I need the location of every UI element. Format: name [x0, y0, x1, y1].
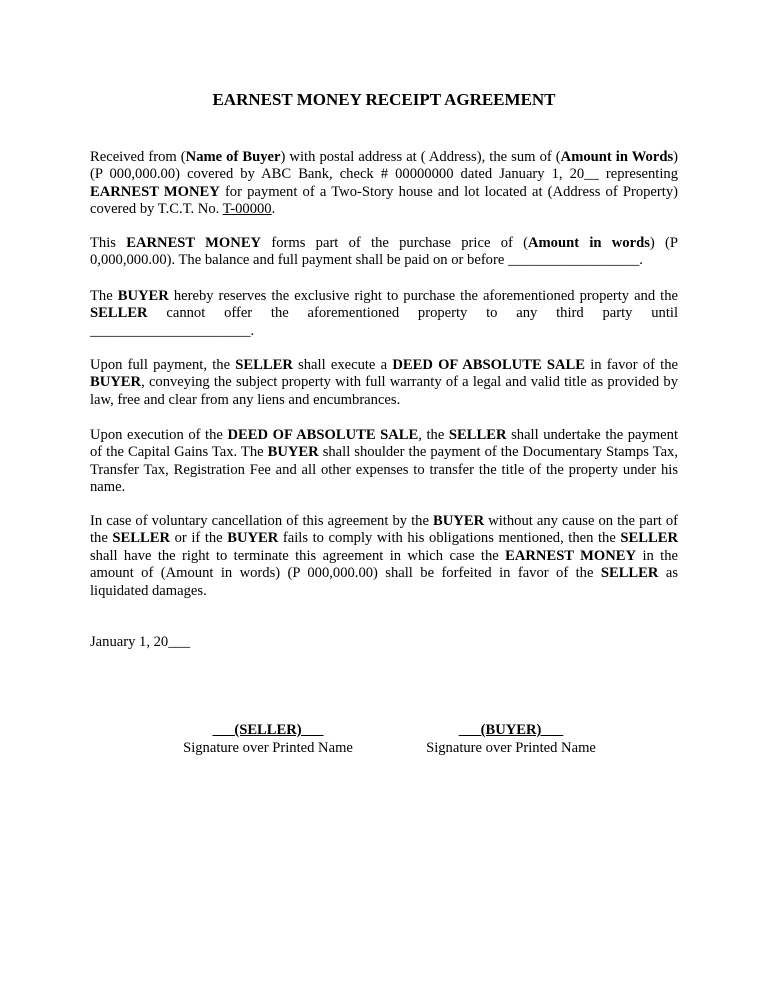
text: or if the: [170, 530, 228, 547]
bold-text: SELLER: [90, 305, 148, 322]
text: .: [271, 201, 276, 218]
text: cannot offer the aforementioned property to any third party until ______________________.: [90, 305, 678, 339]
bold-text: SELLER: [112, 530, 171, 547]
paragraph-cancellation: [90, 513, 678, 600]
text: in favor of the: [585, 357, 678, 373]
text: ) (P 000,000.00) covered by ABC Bank, check # 00000000 dated January 1, 20__ representing: [90, 149, 679, 183]
paragraph-purchase-price: [90, 235, 678, 270]
paragraph-full-payment: [90, 357, 678, 409]
text: , conveying the subject property with full warranty of a legal and valid title as provided by law, free and clear from any liens and encumbrances.: [90, 374, 678, 408]
text: ) (P 0,000,000.00). The balance and full payment shall be paid on or before __________________.: [90, 235, 678, 269]
text: The: [90, 288, 118, 304]
bold-text: BUYER: [90, 374, 142, 391]
text: for payment of a Two-Story house and lot located at (Address of Property) covered by T.C.T. No.: [90, 183, 678, 218]
text: shall execute a: [292, 357, 393, 373]
text: shall have the right to terminate this agreement in which case the: [90, 547, 506, 564]
paragraph-receipt: [90, 149, 678, 219]
agreement-date: January 1, 20___: [90, 634, 191, 650]
paragraph-exclusive-right: [90, 288, 678, 340]
text: in the amount of (Amount in words) (P 000,000.00) shall be forfeited in favor of the: [90, 547, 678, 582]
text: fails to comply with his obligations mentioned, then the: [278, 530, 621, 547]
bold-text: DEED OF ABSOLUTE SALE: [227, 427, 419, 443]
text: , the: [418, 427, 449, 443]
text: ) with postal address at ( Address), the sum of (: [280, 149, 561, 165]
bold-text: BUYER: [227, 530, 279, 547]
bold-text: EARNEST MONEY: [90, 183, 220, 200]
text: Received from (: [90, 149, 186, 165]
text: as liquidated damages.: [90, 565, 678, 599]
tct-number: T-00000: [222, 201, 272, 218]
bold-text: EARNEST MONEY: [505, 547, 637, 564]
bold-text: DEED OF ABSOLUTE SALE: [392, 357, 586, 373]
bold-text: BUYER: [433, 513, 485, 529]
text: without any cause on the part of the: [90, 513, 678, 547]
text: In case of voluntary cancellation of this agreement by the: [90, 513, 434, 529]
bold-text: SELLER: [448, 427, 507, 443]
bold-text: Amount in Words: [560, 149, 674, 165]
buyer-signature-caption: Signature over Printed Name: [426, 740, 596, 756]
buyer-signature-line: (BUYER): [458, 722, 564, 738]
text: hereby reserves the exclusive right to purchase the aforementioned property and the: [168, 288, 678, 304]
text: This: [90, 235, 127, 251]
seller-signature-line: (SELLER): [212, 722, 324, 738]
document-title: EARNEST MONEY RECEIPT AGREEMENT: [212, 90, 556, 109]
text: shall shoulder the payment of the Documentary Stamps Tax, Transfer Tax, Registration Fee and all other expenses to transfer the title of the property under his name.: [90, 444, 678, 496]
bold-text: SELLER: [600, 565, 659, 582]
bold-text: Name of Buyer: [185, 149, 281, 165]
bold-text: BUYER: [117, 288, 169, 304]
seller-signature-caption: Signature over Printed Name: [183, 740, 353, 756]
text: Upon full payment, the: [90, 357, 236, 373]
buyer-signature-block: [412, 721, 610, 757]
bold-text: BUYER: [267, 444, 319, 461]
text: forms part of the purchase price of (: [261, 235, 528, 251]
bold-text: Amount in words: [527, 235, 650, 251]
bold-text: EARNEST MONEY: [126, 235, 262, 251]
seller-signature-block: [170, 721, 366, 757]
text: Upon execution of the: [90, 427, 228, 443]
paragraph-taxes: [90, 427, 678, 497]
bold-text: SELLER: [235, 357, 293, 373]
bold-text: SELLER: [620, 530, 679, 547]
text: shall undertake the payment of the Capital Gains Tax. The: [90, 427, 679, 461]
